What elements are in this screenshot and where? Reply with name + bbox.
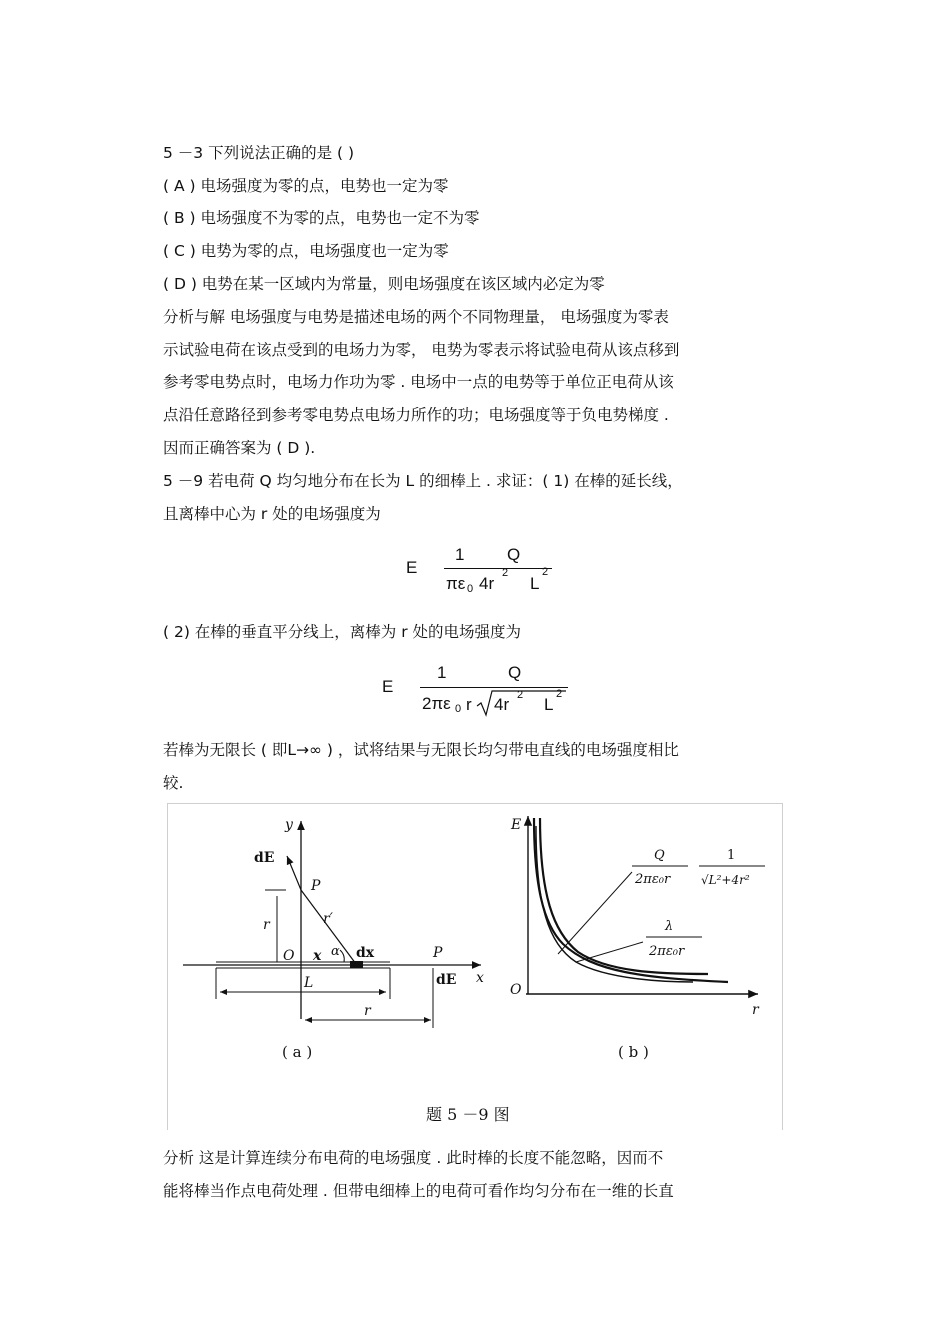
formula-2-lhs: E [382, 677, 394, 696]
option-c: ( C ) 电势为零的点，电场强度也一定为零 [163, 242, 449, 260]
label1b-den: √L²+4r² [701, 873, 750, 887]
option-a: ( A ) 电场强度为零的点，电势也一定为零 [163, 177, 449, 195]
label-y: y [285, 817, 293, 833]
option-d: ( D ) 电势在某一区域内为常量，则电场强度在该区域内必定为零 [163, 275, 605, 293]
formula-2-sub: 0 [455, 703, 462, 715]
formula-2-den2b: L [544, 695, 554, 714]
label-P-top: P [311, 878, 321, 894]
panel-a [183, 817, 484, 1061]
formula-1-den2b: L [530, 574, 540, 593]
formula-2-exp-L: 2 [556, 688, 563, 700]
label2-num: λ [665, 919, 674, 934]
panel-b [510, 816, 765, 1061]
label-r-vertical: r [263, 917, 270, 933]
formula-1-den2a: 4r [479, 574, 495, 593]
label-E: E [511, 817, 522, 833]
panel-a-label: ( a ) [282, 1043, 313, 1061]
label-dE-right: dE [436, 972, 457, 988]
formula-2-num1: 1 [437, 663, 447, 682]
analysis-5-9-line: 能将棒当作点电荷处理 . 但带电细棒上的电荷可看作均匀分布在一维的长直 [163, 1182, 674, 1200]
formula-2-den2a: 4r [494, 695, 510, 714]
label-x-axis: x [476, 970, 484, 986]
panel-b-label: ( b ) [618, 1043, 649, 1061]
conclusion-line: 较. [163, 774, 184, 792]
label-P-right: P [433, 945, 443, 961]
analysis-line: 分析与解 电场强度与电势是描述电场的两个不同物理量， 电场强度为零表 [163, 308, 669, 326]
analysis-line: 参考零电势点时，电场力作功为零 . 电场中一点的电势等于单位正电荷从该 [163, 373, 674, 391]
figure-caption: 题 5 －9 图 [426, 1105, 510, 1124]
analysis-line: 示试验电荷在该点受到的电场力为零， 电势为零表示将试验电荷从该点移到 [163, 341, 680, 359]
problem-5-3-question: 5 －3 下列说法正确的是 ( ) [163, 144, 355, 162]
label-r-axis: r [752, 1002, 759, 1018]
label-origin-b: O [510, 982, 522, 998]
label-x-small: x [313, 948, 322, 964]
formula-1-num2: Q [507, 545, 521, 564]
label1-den: 2πε₀r [635, 872, 671, 887]
label-L: L [304, 975, 314, 991]
option-b: ( B ) 电场强度不为零的点，电势也一定不为零 [163, 209, 480, 227]
problem-5-9-part2: ( 2) 在棒的垂直平分线上，离棒为 r 处的电场强度为 [163, 623, 522, 641]
problem-5-9-statement: 且离棒中心为 r 处的电场强度为 [163, 505, 381, 523]
formula-1-exp-r: 2 [502, 567, 509, 579]
formula-1-num1: 1 [455, 545, 465, 564]
problem-5-9-statement: 5 －9 若电荷 Q 均匀地分布在长为 L 的细棒上 . 求证：( 1) 在棒的延长线， [163, 472, 683, 490]
curve-finite-rod [534, 818, 728, 982]
formula-1-sub: 0 [467, 583, 474, 595]
label-alpha: α [331, 944, 340, 959]
label-r-horizontal: r [364, 1003, 371, 1019]
label2-den: 2πε₀r [649, 944, 685, 959]
label-dx: dx [356, 945, 375, 961]
figure-5-9 [167, 803, 783, 1130]
label-r-prime: r′ [323, 911, 333, 927]
analysis-line: 因而正确答案为 ( D ). [163, 439, 316, 457]
analysis-5-9-line: 分析 这是计算连续分布电荷的电场强度 . 此时棒的长度不能忽略，因而不 [163, 1149, 664, 1167]
formula-2-exp-r: 2 [517, 689, 524, 701]
label1-num: Q [654, 848, 665, 863]
label1b-num: 1 [727, 848, 736, 863]
formula-1-lhs: E [406, 558, 418, 577]
label-dE-top: dE [254, 850, 275, 866]
formula-2-den-r: r [466, 695, 472, 714]
conclusion-line: 若棒为无限长 ( 即L→∞ ) ，试将结果与无限长均匀带电直线的电场强度相比 [163, 741, 679, 759]
formula-1-den1: πε [446, 574, 466, 593]
analysis-line: 点沿任意路径到参考零电势点电场力所作的功；电场强度等于负电势梯度 . [163, 406, 669, 424]
formula-2-num2: Q [508, 663, 522, 682]
formula-2-den1: 2πε [422, 694, 451, 713]
formula-1-exp-L: 2 [542, 566, 549, 578]
label-origin: O [283, 948, 295, 964]
